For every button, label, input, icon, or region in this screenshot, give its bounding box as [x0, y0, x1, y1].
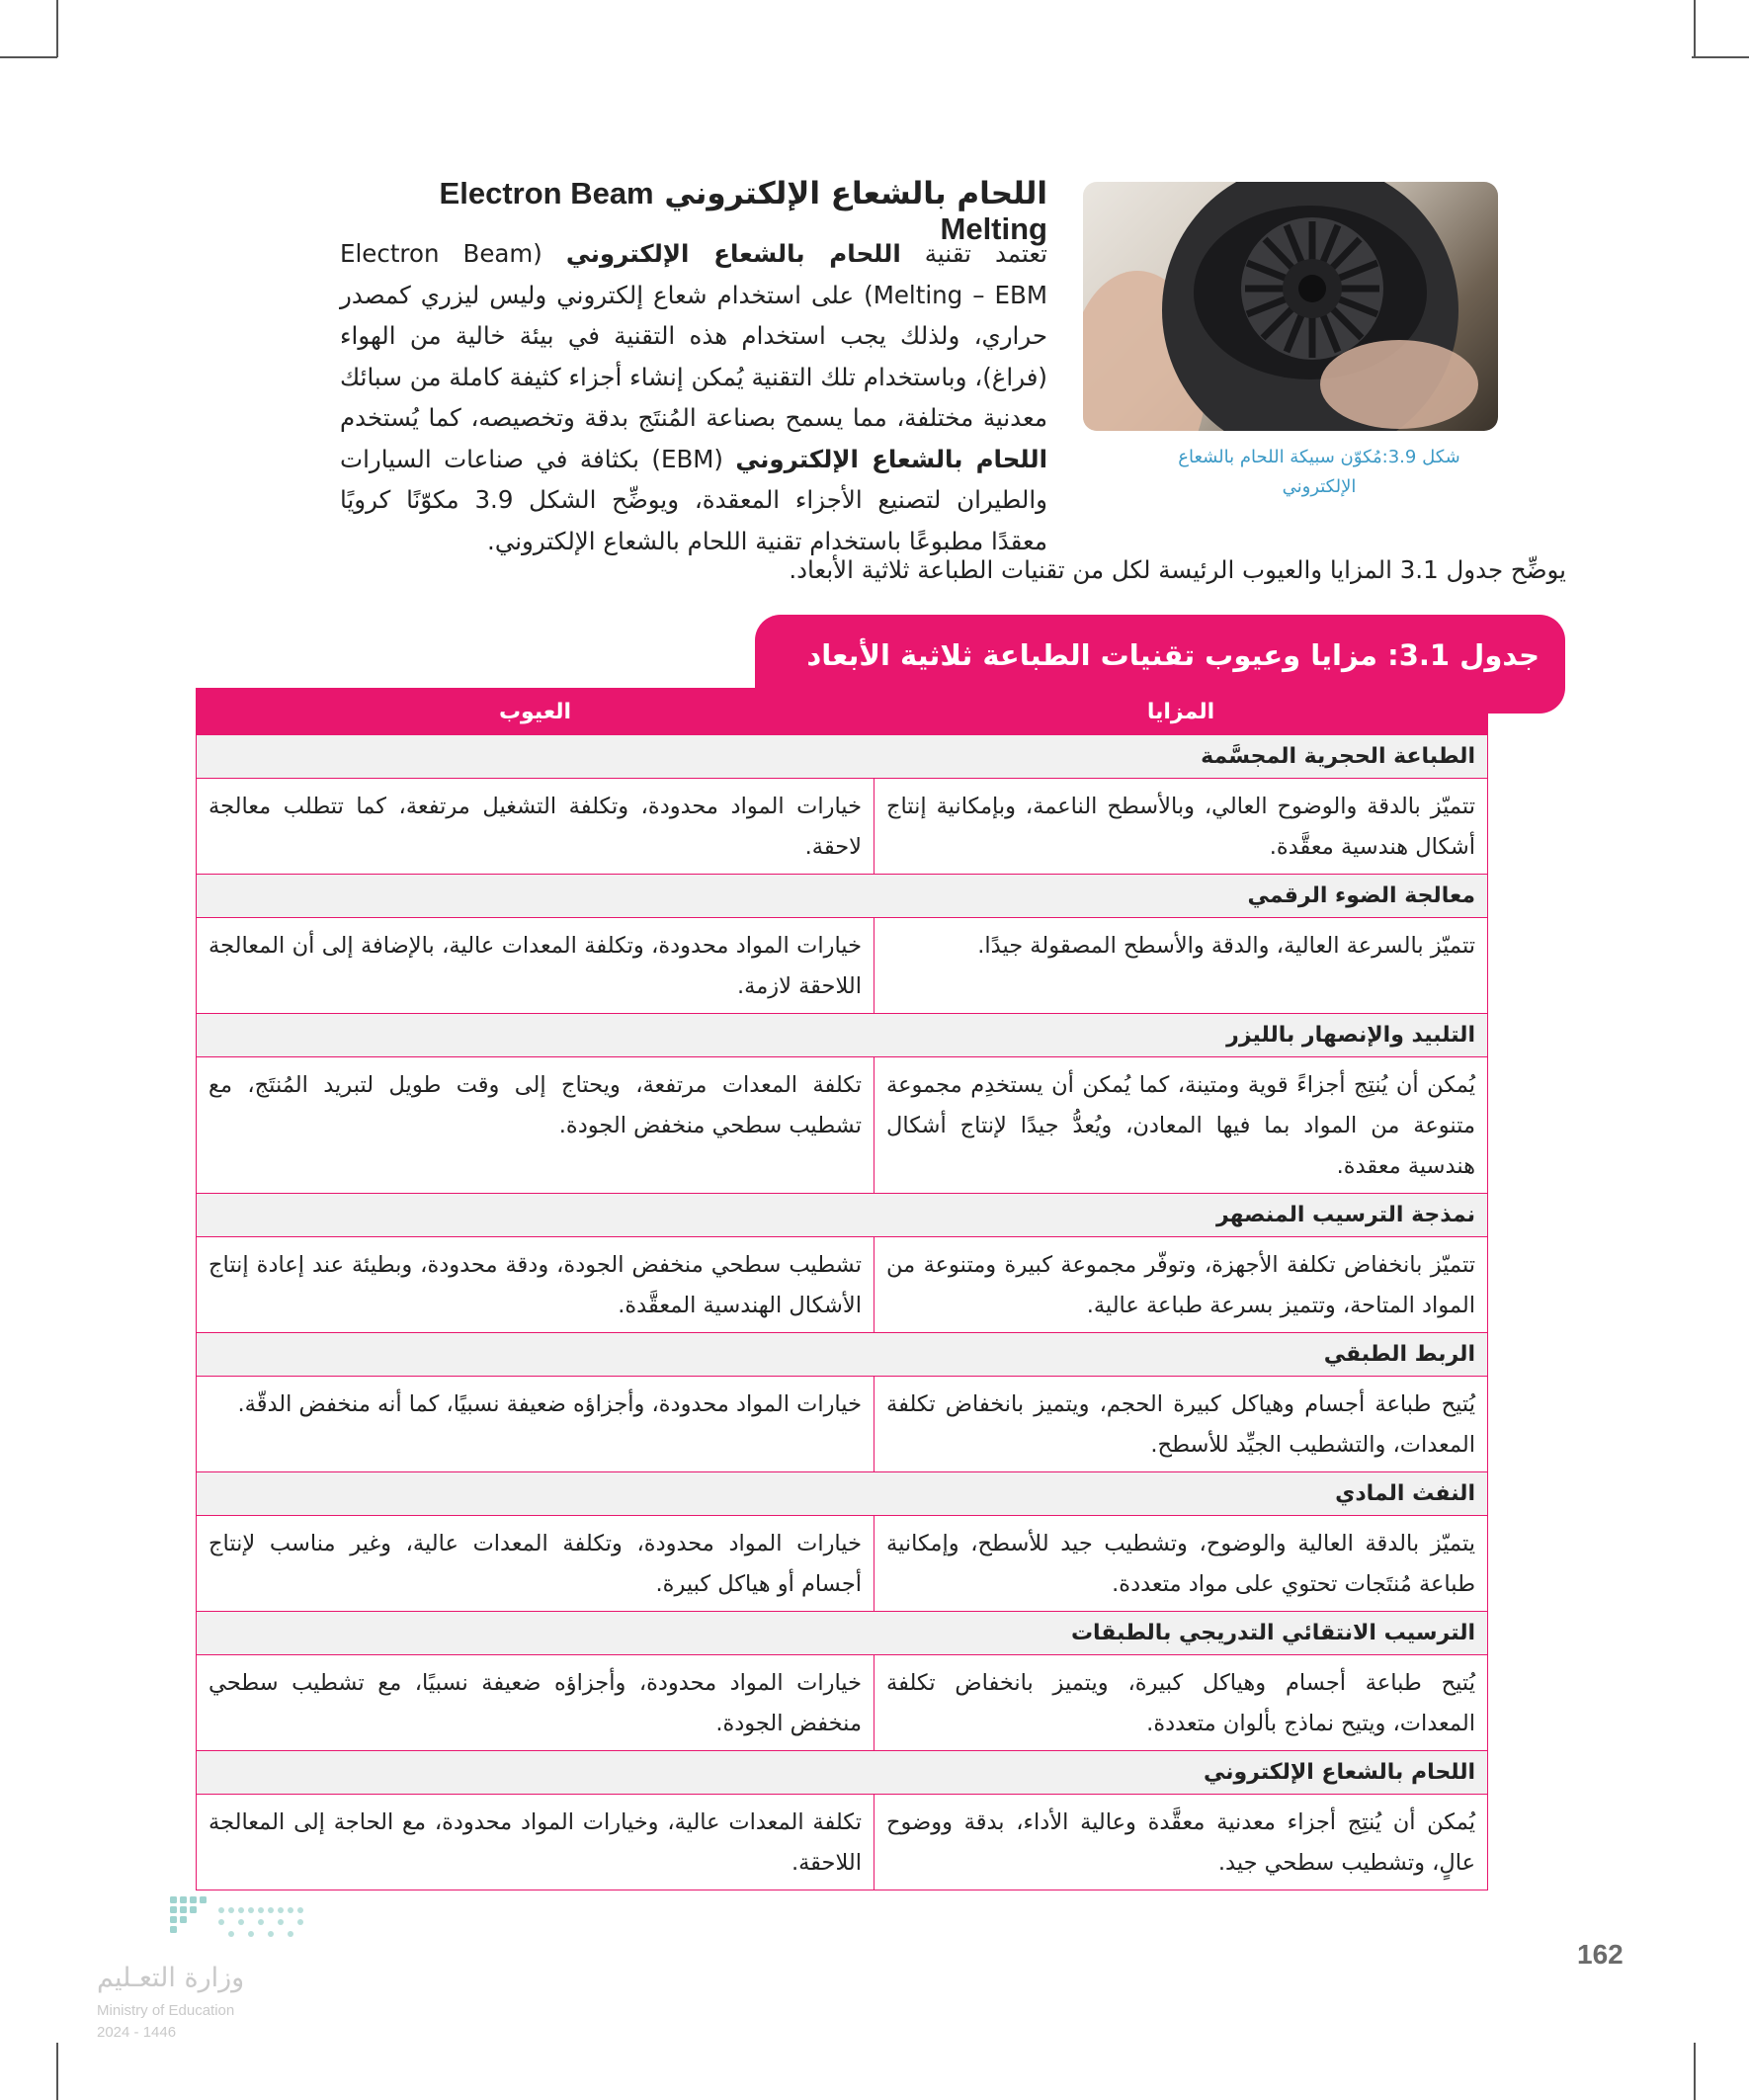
section-title-en: Electron Beam Melting	[439, 176, 1047, 246]
category-label: الترسيب الانتقائي التدريجي بالطبقات	[197, 1612, 1488, 1655]
advantages-cell: يُمكن أن يُنتِج أجزاء معدنية معقَّدة وعالية الأداء، بدقة ووضوح عالٍ، وتشطيب سطحي جيد.	[874, 1795, 1488, 1890]
section-title-ar: اللحام بالشعاع الإلكتروني	[664, 176, 1047, 211]
section-paragraph: تعتمد تقنية اللحام بالشعاع الإلكتروني (Electron Beam Melting – EBM) على استخدام شعاع إلكتروني وليس ليزري كمصدر حراري، ولذلك يجب استخدام هذه التقنية في بيئة خالية من الهواء (فراغ)، وباستخدام تلك التقنية يُمكن إنشاء أجزاء كثيفة كاملة من سبائك معدنية مختلفة، مما يسمح بصناعة المُنتَج بدقة وتخصيصه، كما يُستخدم اللحام بالشعاع الإلكتروني (EBM) بكثافة في صناعات السيارات والطيران لتصنيع الأجزاء المعقدة، ويوضِّح الشكل 3.9 مكوّنًا كرويًا معقدًا مطبوعًا باستخدام تقنية اللحام بالشعاع الإلكتروني.	[340, 239, 1048, 555]
ebm-component-illustration	[1083, 182, 1498, 431]
crop-mark	[1692, 56, 1749, 58]
table-row	[197, 1795, 1488, 1890]
page-number: 162	[1577, 1939, 1624, 1970]
figure-caption: شكل 3.9:مُكوّن سبيكة اللحام بالشعاع الإلكتروني	[1178, 447, 1460, 497]
advantages-cell: تتميّز بانخفاض تكلفة الأجهزة، وتوفّر مجموعة كبيرة ومتنوعة من المواد المتاحة، وتتميز بسرعة طباعة عالية.	[874, 1237, 1488, 1333]
disadvantages-cell: خيارات المواد محدودة، وتكلفة المعدات عالية، وغير مناسب لإنتاج أجسام أو هياكل كبيرة.	[197, 1516, 874, 1612]
category-row	[197, 1333, 1488, 1377]
ministry-name-en: Ministry of Education	[97, 2002, 235, 2019]
ministry-year: 2024 - 1446	[97, 2024, 177, 2041]
category-row	[197, 1014, 1488, 1057]
advantages-cell: يُمكن أن يُنتِج أجزاءً قوية ومتينة، كما يُمكن أن يستخدِم مجموعة متنوعة من المواد بما فيها المعادن، ويُعدُّ جيدًا لإنتاج أشكال هندسية معقدة.	[874, 1057, 1488, 1194]
table-row	[197, 1655, 1488, 1751]
table-row	[197, 1516, 1488, 1612]
header-disadvantages: العيوب	[197, 689, 874, 735]
disadvantages-cell: تكلفة المعدات عالية، وخيارات المواد محدودة، مع الحاجة إلى المعالجة اللاحقة.	[197, 1795, 874, 1890]
advantages-cell: تتميّز بالسرعة العالية، والدقة والأسطح المصقولة جيدًا.	[874, 918, 1488, 1014]
advantages-cell: تتميّز بالدقة والوضوح العالي، وبالأسطح الناعمة، وبإمكانية إنتاج أشكال هندسية معقَّدة.	[874, 779, 1488, 875]
category-label: نمذجة الترسيب المنصهر	[197, 1194, 1488, 1237]
crop-mark	[1694, 0, 1696, 57]
table-title: جدول 3.1: مزايا وعيوب تقنيات الطباعة ثلاثية الأبعاد	[806, 638, 1540, 672]
advantages-cell: يُتيح طباعة أجسام وهياكل كبيرة، ويتميز بانخفاض تكلفة المعدات، ويتيح نماذج بألوان متعددة.	[874, 1655, 1488, 1751]
category-row	[197, 1194, 1488, 1237]
category-row	[197, 735, 1488, 779]
header-advantages: المزايا	[874, 689, 1488, 735]
disadvantages-cell: خيارات المواد محدودة، وتكلفة التشغيل مرتفعة، كما تتطلب معالجة لاحقة.	[197, 779, 874, 875]
category-row	[197, 1612, 1488, 1655]
disadvantages-cell: تشطيب سطحي منخفض الجودة، ودقة محدودة، وبطيئة عند إعادة إنتاج الأشكال الهندسية المعقَّدة.	[197, 1237, 874, 1333]
category-label: اللحام بالشعاع الإلكتروني	[197, 1751, 1488, 1795]
crop-mark	[1694, 2043, 1696, 2100]
crop-mark	[56, 2043, 58, 2100]
table-row	[197, 918, 1488, 1014]
disadvantages-cell: خيارات المواد محدودة، وأجزاؤه ضعيفة نسبيًا، مع تشطيب سطحي منخفض الجودة.	[197, 1655, 874, 1751]
table-row	[197, 1237, 1488, 1333]
table-header-row	[197, 689, 1488, 735]
advantages-cell: يُتيح طباعة أجسام وهياكل كبيرة الحجم، ويتميز بانخفاض تكلفة المعدات، والتشطيب الجيِّد للأسطح.	[874, 1377, 1488, 1472]
ministry-name-ar: وزارة التعـليم	[97, 1963, 245, 1993]
table-row	[197, 1377, 1488, 1472]
advantages-cell: يتميّز بالدقة العالية والوضوح، وتشطيب جيد للأسطح، وإمكانية طباعة مُنتَجات تحتوي على مواد متعددة.	[874, 1516, 1488, 1612]
ministry-logo-icon	[166, 1892, 324, 1948]
category-row	[197, 875, 1488, 918]
category-label: معالجة الضوء الرقمي	[197, 875, 1488, 918]
disadvantages-cell: خيارات المواد محدودة، وتكلفة المعدات عالية، بالإضافة إلى أن المعالجة اللاحقة لازمة.	[197, 918, 874, 1014]
table-row	[197, 1057, 1488, 1194]
disadvantages-cell: خيارات المواد محدودة، وأجزاؤه ضعيفة نسبيًا، كما أنه منخفض الدقّة.	[197, 1377, 874, 1472]
category-label: الربط الطبقي	[197, 1333, 1488, 1377]
disadvantages-cell: تكلفة المعدات مرتفعة، ويحتاج إلى وقت طويل لتبريد المُنتَج، مع تشطيب سطحي منخفض الجودة.	[197, 1057, 874, 1194]
category-label: التلبيد والإنصهار بالليزر	[197, 1014, 1488, 1057]
crop-mark	[0, 56, 57, 58]
comparison-table	[196, 688, 1488, 1890]
table-row	[197, 779, 1488, 875]
table-intro: يوضِّح جدول 3.1 المزايا والعيوب الرئيسة لكل من تقنيات الطباعة ثلاثية الأبعاد.	[789, 555, 1566, 584]
category-label: النفث المادي	[197, 1472, 1488, 1516]
category-row	[197, 1751, 1488, 1795]
crop-mark	[56, 0, 58, 57]
category-row	[197, 1472, 1488, 1516]
figure-image	[1083, 182, 1498, 431]
category-label: الطباعة الحجرية المجسَّمة	[197, 735, 1488, 779]
